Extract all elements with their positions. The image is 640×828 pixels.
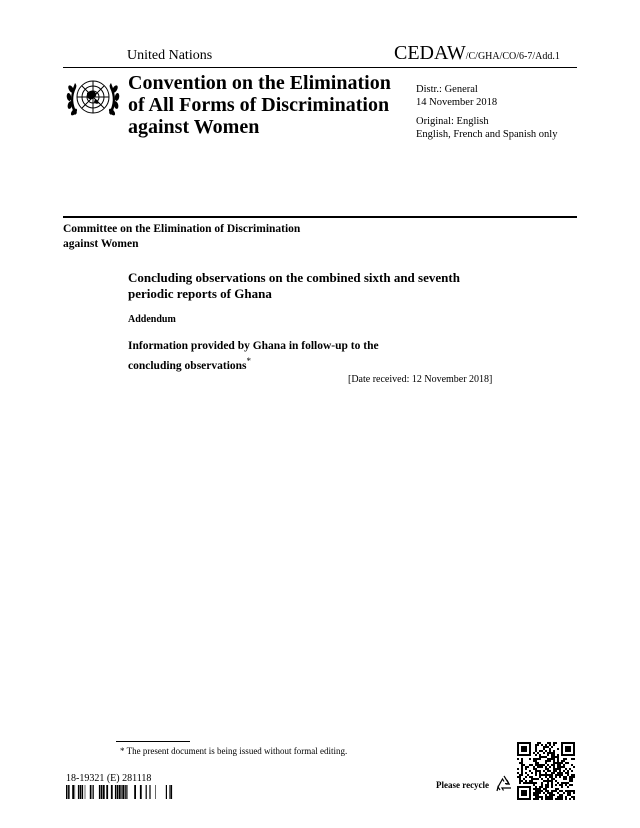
document-number: 18-19321 (E) 281118	[66, 773, 152, 784]
footnote-rule	[116, 741, 190, 742]
symbol-rest: /C/GHA/CO/6-7/Add.1	[465, 51, 560, 62]
info-line: Information provided by Ghana in follow-up to the	[128, 340, 379, 352]
org-name: United Nations	[127, 48, 213, 63]
committee-line: against Women	[63, 238, 139, 250]
addendum-label: Addendum	[128, 314, 176, 325]
title-line: against Women	[128, 116, 260, 138]
distribution-block	[416, 83, 557, 141]
original-language: Original: English	[416, 116, 489, 127]
convention-title	[128, 72, 403, 138]
distr-date: 14 November 2018	[416, 97, 498, 108]
date-received: [Date received: 12 November 2018]	[348, 374, 493, 385]
symbol-main: CEDAW	[394, 42, 466, 64]
info-heading	[128, 339, 448, 374]
title-line: of All Forms of Discrimination	[128, 94, 390, 116]
committee-name	[63, 222, 363, 252]
section-rule	[63, 216, 577, 218]
document-symbol	[394, 42, 560, 65]
distr-label: Distr.: General	[416, 84, 478, 95]
header-rule	[63, 67, 577, 68]
qr-code-icon	[517, 742, 575, 800]
info-line-text: concluding observations	[128, 359, 247, 372]
heading-line: Concluding observations on the combined sixth and seventh	[128, 270, 460, 285]
title-line: Convention on the Elimination	[128, 72, 391, 94]
barcode-icon	[66, 785, 176, 799]
heading-line: periodic reports of Ghana	[128, 286, 272, 301]
languages: English, French and Spanish only	[416, 129, 558, 140]
footnote-marker: *	[246, 356, 252, 366]
document-heading	[128, 270, 548, 302]
info-line-2	[128, 354, 448, 374]
recycle-icon	[494, 774, 514, 794]
recycle-label: Please recycle	[436, 780, 490, 790]
committee-line: Committee on the Elimination of Discrimination	[63, 223, 301, 235]
un-emblem-icon	[65, 73, 121, 121]
footnote-text: * The present document is being issued without formal editing.	[120, 746, 348, 756]
